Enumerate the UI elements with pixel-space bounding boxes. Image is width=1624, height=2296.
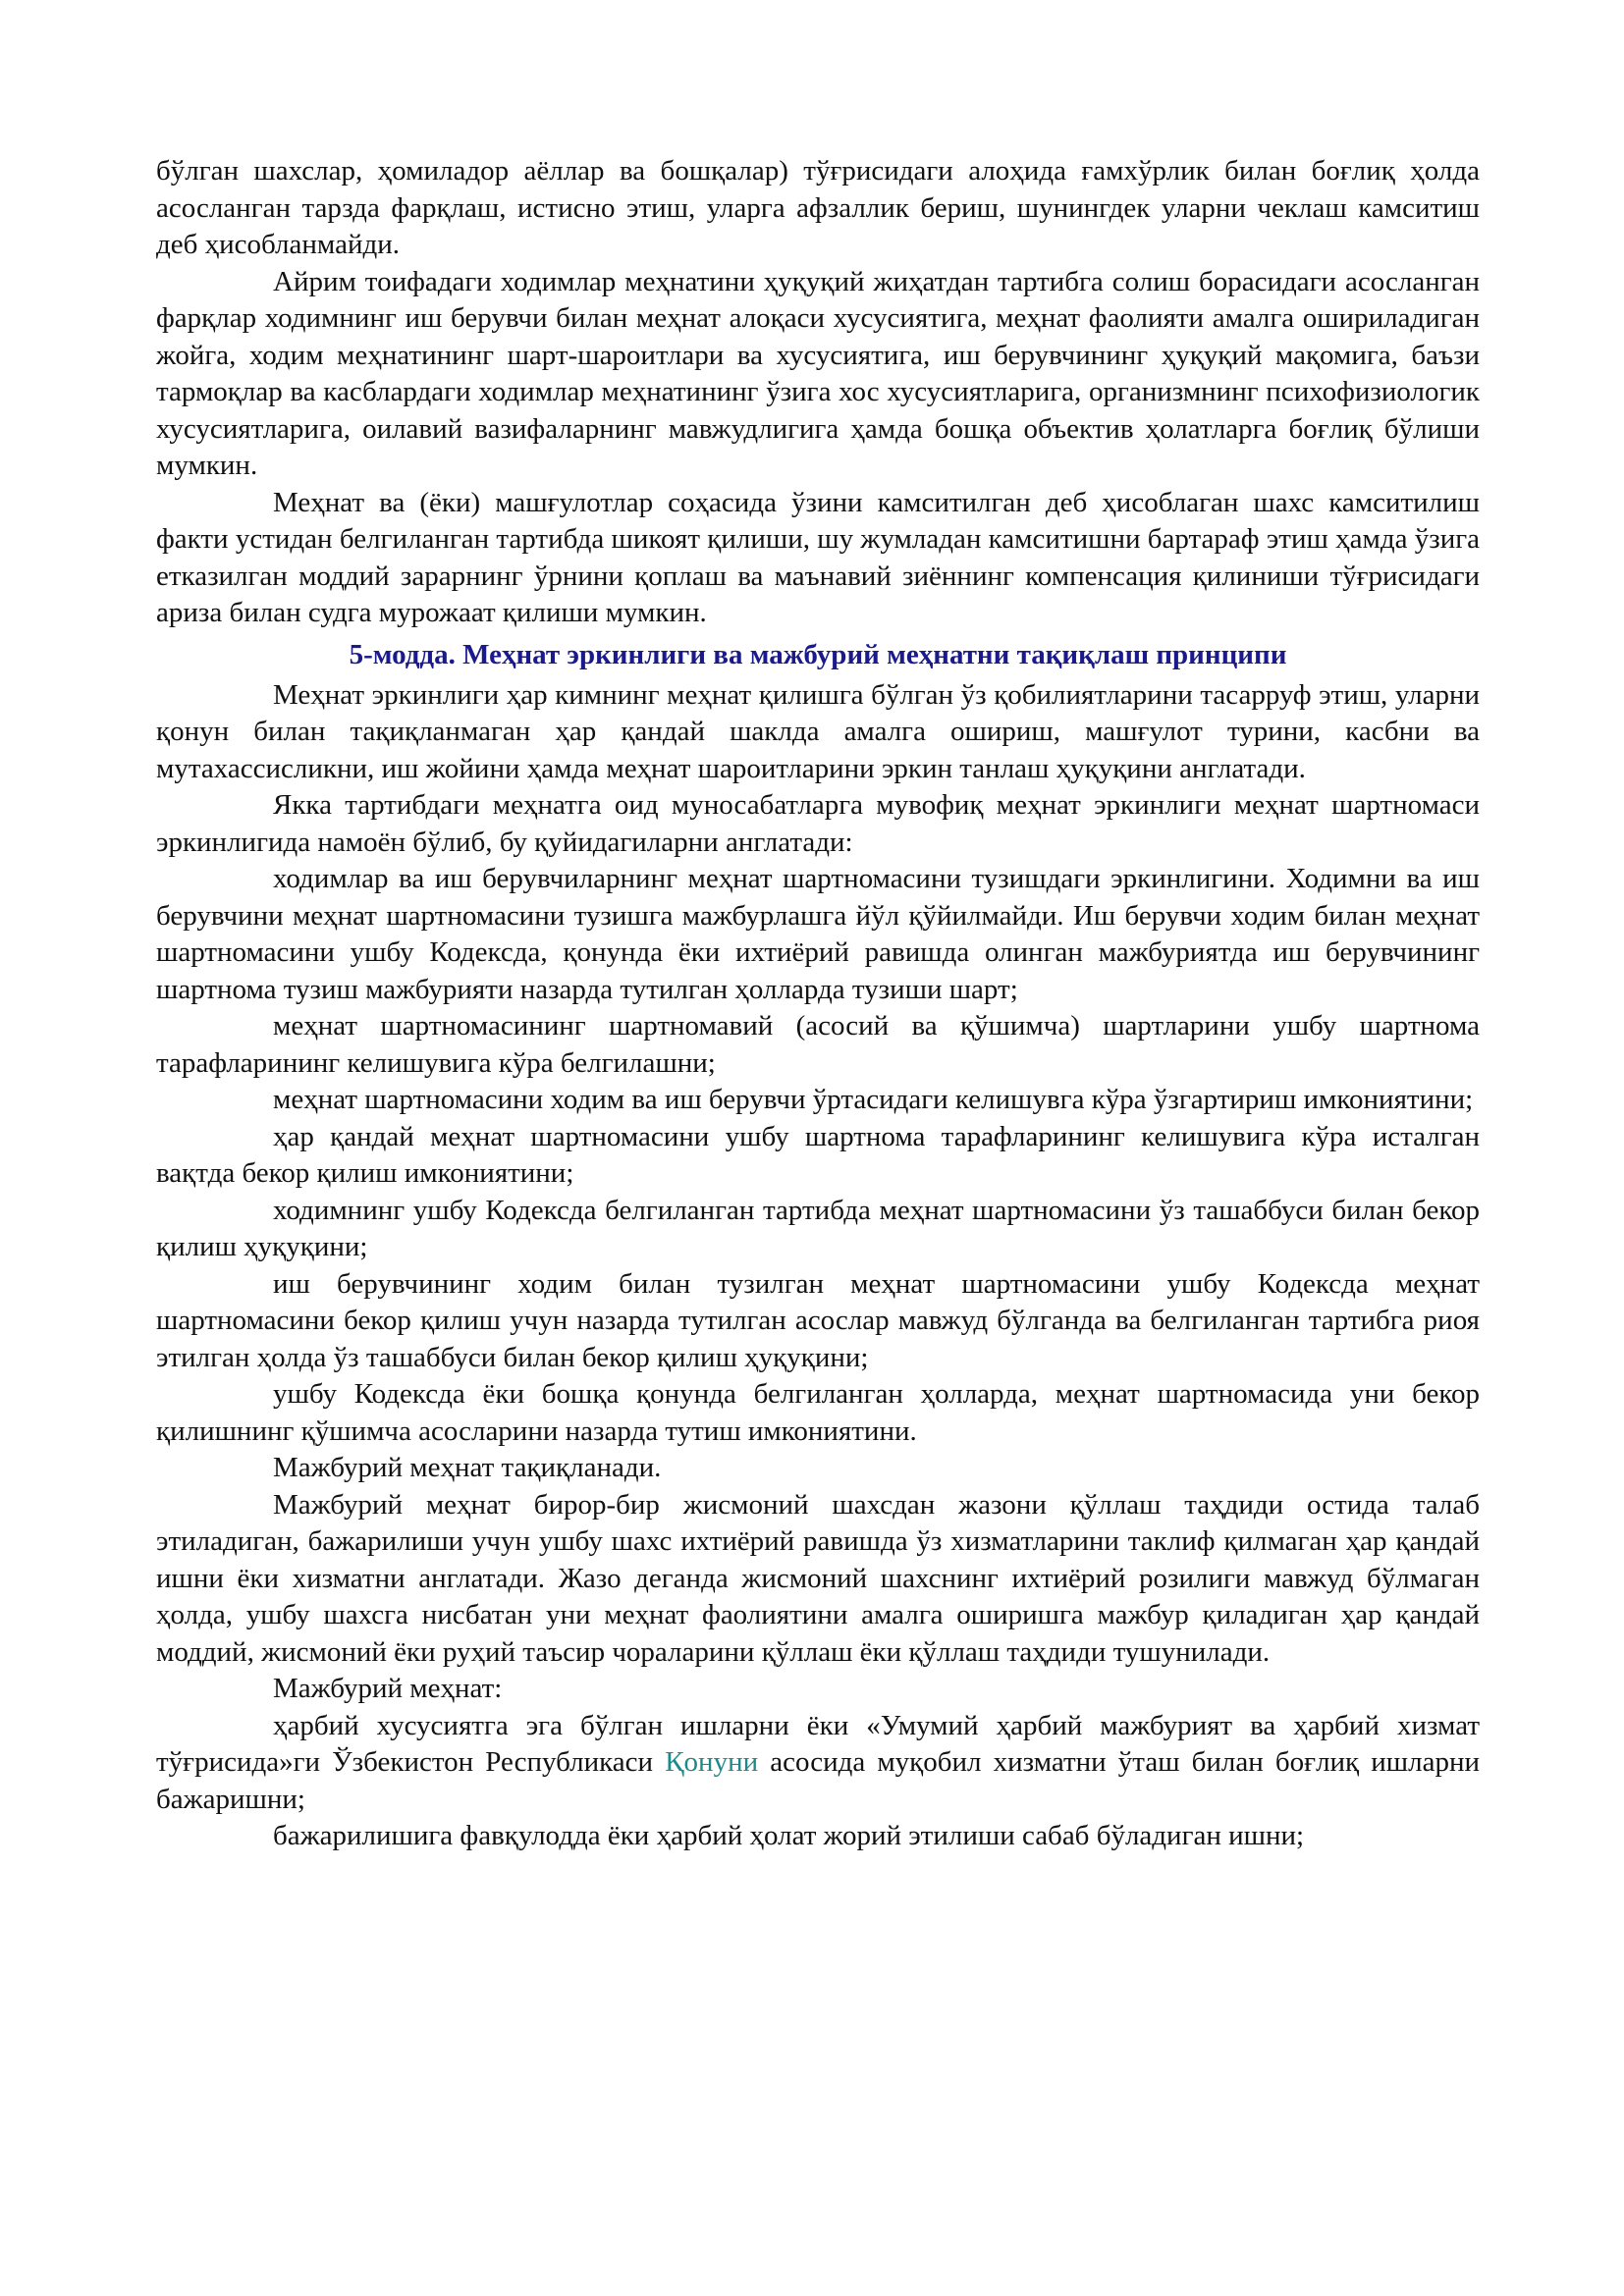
list-item-terms: меҳнат шартномасининг шартномавий (асосий ва қўшимча) шартларини ушбу шартнома тарафларининг келишувига кўра белгилашни;	[156, 1010, 1480, 1079]
list-item-amendment: меҳнат шартномасини ходим ва иш берувчи ўртасидаги келишувга кўра ўзгартириш имкониятини;	[273, 1084, 1474, 1115]
list-item-employer-termination: иш берувчининг ходим билан тузилган меҳнат шартномасини ушбу Кодексда меҳнат шартномасини бекор қилиш учун назарда тутилган асослар мавжуд бўлганда ва белгиланган тартибга риоя этилган ҳолда ўз ташаббуси билан бекор қилиш ҳуқуқини;	[156, 1267, 1480, 1373]
list-item-conclusion: ходимлар ва иш берувчиларнинг меҳнат шартномасини тузишдаги эркинлигини. Ходимни ва иш берувчини меҳнат шартномасини тузишга мажбурлашга йўл қўйилмайди. Иш берувчи ходим билан меҳнат шартномасини ушбу Кодексда, қонунда ёки ихтиёрий равишда олинган мажбуриятда иш берувчининг шартнома тузиш мажбурияти назарда тутилган ҳолларда тузиши шарт;	[156, 863, 1480, 1005]
paragraph-freedom-definition: Меҳнат эркинлиги ҳар кимнинг меҳнат қилишга бўлган ўз қобилиятларини тасарруф этиш, уларни қонун билан тақиқланмаган ҳар қандай шаклда амалга ошириш, машғулот турини, касбни ва мутахассисликни, иш жойини ҳамда меҳнат шароитларини эркин танлаш ҳуқуқини англатади.	[156, 678, 1480, 784]
list-item-employee-termination: ходимнинг ушбу Кодексда белгиланган тартибда меҳнат шартномасини ўз ташаббуси билан бекор қилиш ҳуқуқини;	[156, 1194, 1480, 1262]
paragraph-complaint: Меҳнат ва (ёки) машғулотлар соҳасида ўзини камситилган деб ҳисоблаган шахс камситилиш факти устидан белгиланган тартибда шикоят қилиши, шу жумладан камситишни бартараф этиш ҳамда ўзига етказилган моддий зарарнинг ўрнини қоплаш ва маънавий зиённинг компенсация қилиниши тўғрисидаги ариза билан судга мурожаат қилиши мумкин.	[156, 486, 1480, 628]
article-heading: 5-модда. Меҳнат эркинлиги ва мажбурий меҳнатни тақиқлаш принципи	[349, 638, 1287, 670]
list-item-additional-grounds: ушбу Кодексда ёки бошқа қонунда белгиланган ҳолларда, меҳнат шартномасида уни бекор қилишнинг қўшимча асосларини назарда тутиш имкониятини.	[156, 1378, 1480, 1447]
list-item-emergency: бажарилишига фавқулодда ёки ҳарбий ҳолат жорий этилиши сабаб бўладиган ишни;	[273, 1820, 1305, 1851]
paragraph-forced-labor-intro: Мажбурий меҳнат:	[273, 1673, 503, 1704]
paragraph-differentiation: Айрим тоифадаги ходимлар меҳнатини ҳуқуқий жиҳатдан тартибга солиш борасидаги асосланган фарқлар ходимнинг иш берувчи билан меҳнат алоқаси хусусиятига, меҳнат фаолияти амалга ошириладиган жойга, ходим меҳнатининг шарт-шароитлари ва хусусиятига, иш берувчининг ҳуқуқий мақомига, баъзи тармоқлар ва касблардаги ходимлар меҳнатининг ўзига хос хусусиятларига, организмнинг психофизиологик хусусиятларига, оилавий вазифаларнинг мавжудлигига ҳамда бошқа объектив ҳолатларга боғлиқ бўлиши мумкин.	[156, 265, 1480, 481]
list-item-military	[156, 1708, 1480, 1819]
law-link[interactable]: Қонуни	[665, 1746, 759, 1778]
paragraph-contract-freedom: Якка тартибдаги меҳнатга оид муносабатларга мувофиқ меҳнат эркинлиги меҳнат шартномаси эркинлигида намоён бўлиб, бу қуйидагиларни англатади:	[156, 789, 1480, 858]
military-text-before: ҳарбий хусусиятга эга бўлган ишларни ёки «Умумий ҳарбий мажбурият ва ҳарбий хизмат тўғрисида»ги Ўзбекистон Республикаси	[156, 1709, 1480, 1778]
lead-paragraph: бўлган шахслар, ҳомиладор аёллар ва бошқалар) тўғрисидаги алоҳида ғамхўрлик билан боғлиқ ҳолда асосланган тарзда фарқлаш, истисно этиш, уларга афзаллик бериш, шунингдек уларни чеклаш камситиш деб ҳисобланмайди.	[156, 155, 1480, 260]
paragraph-forced-labor-definition: Мажбурий меҳнат бирор-бир жисмоний шахсдан жазони қўллаш таҳдиди остида талаб этиладиган, бажарилиши учун ушбу шахс ихтиёрий равишда ўз хизматларини таклиф қилмаган ҳар қандай ишни ёки хизматни англатади. Жазо деганда жисмоний шахснинг ихтиёрий розилиги мавжуд бўлмаган ҳолда, ушбу шахсга нисбатан уни меҳнат фаолиятини амалга оширишга мажбур қиладиган ҳар қандай моддий, жисмоний ёки руҳий таъсир чораларини қўллаш ёки қўллаш таҳдиди тушунилади.	[156, 1488, 1480, 1668]
military-text-after: асосида муқобил хизматни ўташ билан боғлиқ ишларни бажаришни;	[156, 1746, 1481, 1815]
paragraph-forced-labor-prohibited: Мажбурий меҳнат тақиқланади.	[273, 1452, 662, 1483]
list-item-mutual-termination: ҳар қандай меҳнат шартномасини ушбу шартнома тарафларининг келишувига кўра исталган вақтда бекор қилиш имкониятини;	[156, 1120, 1480, 1189]
document-page	[156, 153, 1480, 1855]
